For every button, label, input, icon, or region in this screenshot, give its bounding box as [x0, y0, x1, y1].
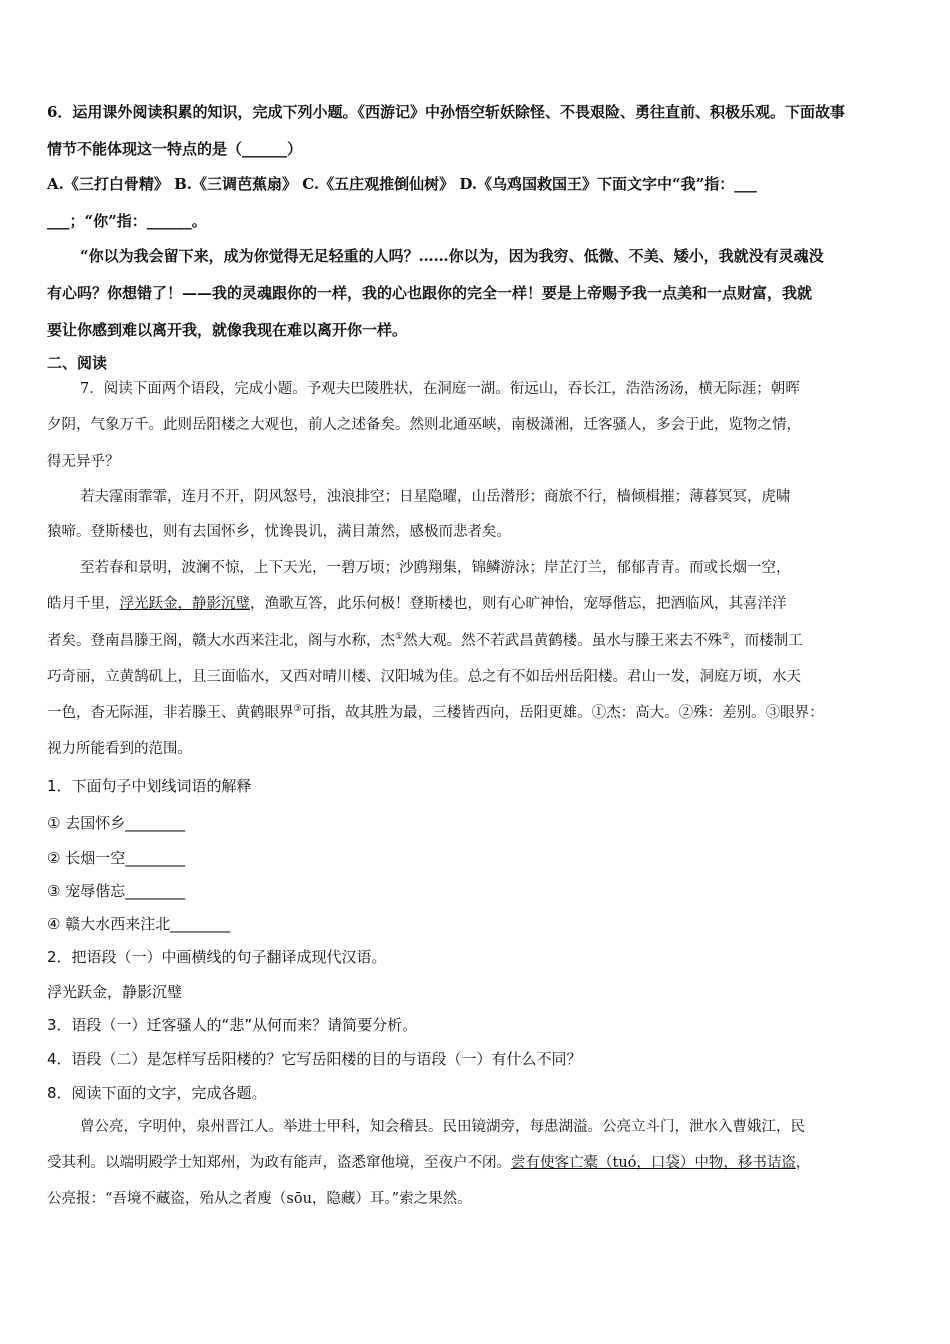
q7-sub1-c: ③ 宠辱偕忘________ — [47, 882, 186, 900]
q7-p2-line-2: 猿啼。登斯楼也，则有去国怀乡，忧谗畏讥，满目萧然，感极而悲者矣。 — [47, 524, 511, 540]
underlined-sentence: 尝有使客亡橐（tuó，口袋）中物，移书诘盗 — [511, 1155, 796, 1171]
section-heading: 二、阅读 — [47, 354, 108, 372]
q7-sub4: 4．语段（二）是怎样写岳阳楼的？它写岳阳楼的目的与语段（一）有什么不同？ — [47, 1050, 582, 1068]
q7-p3-line-6: 视力所能看到的范围。 — [47, 741, 192, 757]
q7-p3-line-1: 至若春和景明，波澜不惊，上下天光，一碧万顷；沙鸥翔集，锦鳞游泳；岸芷汀兰，郁郁青青。而或长烟一空， — [80, 560, 791, 576]
q8-line-3: 公亮报：“吾境不藏盗，殆从之者廋（sōu，隐藏）耳。”索之果然。 — [47, 1191, 472, 1207]
q6-line-1: 6．运用课外阅读积累的知识，完成下列小题。《西游记》中孙悟空斩妖除怪、不畏艰险、勇往直前、积极乐观。下面故事 — [47, 103, 845, 121]
footnote-marker: ① — [395, 632, 404, 643]
q7-p3-line-3: 者矣。登南昌滕王阁，赣大水西来注北，阁与水称，杰①然大观。然不若武昌黄鹤楼。虽水与滕王来去不殊②，而楼制工 — [47, 632, 803, 649]
q7-sub1: 1．下面句子中划线词语的解释 — [47, 777, 252, 795]
q6-quote-line-1: “你以为我会留下来，成为你觉得无足轻重的人吗？……你以为，因为我穷、低微、不美、矮小，我就没有灵魂没 — [80, 247, 824, 265]
q7-p3-line-5: 一色，杳无际涯，非若滕王、黄鹤眼界③可指，故其胜为最，三楼皆西向，岳阳更雄。①杰：高大。②殊：差别。③眼界： — [47, 704, 824, 721]
q8-intro: 8．阅读下面的文字，完成各题。 — [47, 1084, 267, 1102]
q6-quote-line-3: 要让你感到难以离开我，就像我现在难以离开你一样。 — [47, 321, 408, 339]
q7-sub1-b: ② 长烟一空________ — [47, 849, 186, 867]
q6-options: A.《三打白骨精》 B.《三调芭蕉扇》 C.《五庄观推倒仙树》 D.《乌鸡国救国王》下面文字中“我”指：___ — [47, 175, 757, 193]
q8-line-2: 受其利。以端明殿学士知郑州，为政有能声，盗悉窜他境，至夜户不闭。尝有使客亡橐（tuó，口袋）中物，移书诘盗， — [47, 1155, 811, 1171]
q7-p1-line-3: 得无异乎？ — [47, 454, 120, 470]
footnote-marker: ③ — [293, 704, 302, 715]
footnote-marker: ② — [722, 632, 731, 643]
q7-sub2-text: 浮光跃金，静影沉璧 — [47, 983, 183, 1001]
q7-sub1-d: ④ 赣大水西来注北________ — [47, 915, 231, 933]
q7-sub3: 3．语段（一）迁客骚人的“悲”从何而来？请简要分析。 — [47, 1016, 418, 1034]
q7-p2-line-1: 若夫霪雨霏霏，连月不开，阴风怒号，浊浪排空；日星隐曜，山岳潜形；商旅不行，樯倾楫摧；薄暮冥冥，虎啸 — [80, 489, 791, 505]
q6-quote-line-2: 有心吗？你想错了！——我的灵魂跟你的一样，我的心也跟你的完全一样！要是上帝赐予我一点美和一点财富，我就 — [47, 284, 813, 302]
q7-sub1-a: ① 去国怀乡________ — [47, 814, 186, 832]
q6-line-2: 情节不能体现这一特点的是（______） — [47, 140, 303, 158]
q6-line-4: ___；“你”指：______。 — [47, 212, 207, 230]
q7-p1-line-2: 夕阴，气象万千。此则岳阳楼之大观也，前人之述备矣。然则北通巫峡，南极潇湘，迁客骚人，多会于此，览物之情， — [47, 417, 801, 433]
q7-p1-line-1: 7．阅读下面两个语段，完成小题。予观夫巴陵胜状，在洞庭一湖。衔远山，吞长江，浩浩汤汤，横无际涯；朝晖 — [80, 381, 800, 397]
q7-p3-line-4: 巧奇丽，立黄鹄矶上，且三面临水，又西对晴川楼、汉阳城为佳。总之有不如岳州岳阳楼。君山一发，洞庭万顷，水天 — [47, 669, 801, 685]
q8-line-1: 曾公亮，字明仲，泉州晋江人。举进士甲科，知会稽县。民田镜湖旁，每患湖溢。公亮立斗门，泄水入曹娥江，民 — [80, 1119, 805, 1135]
underlined-sentence: 浮光跃金，静影沉璧 — [119, 596, 250, 612]
q7-sub2: 2．把语段（一）中画横线的句子翻译成现代汉语。 — [47, 948, 387, 966]
q7-p3-line-2: 皓月千里，浮光跃金，静影沉璧，渔歌互答，此乐何极！登斯楼也，则有心旷神怡，宠辱偕忘，把酒临风，其喜洋洋 — [47, 596, 787, 612]
